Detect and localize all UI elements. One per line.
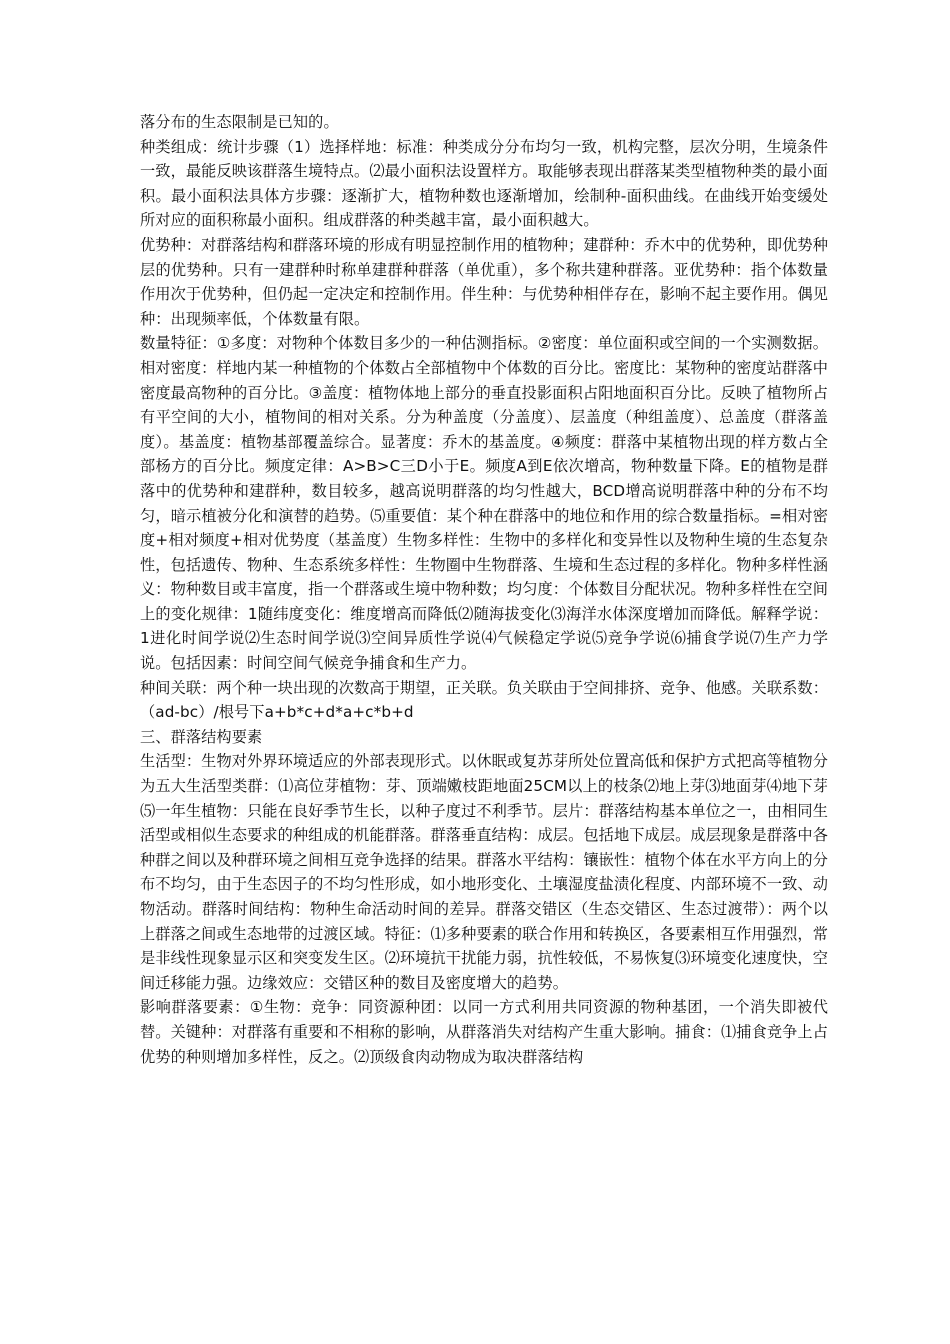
paragraph-species-composition: 种类组成：统计步骤（1）选择样地：标准：种类成分分布均匀一致，机构完整，层次分明，生境条件一致，最能反映该群落生境特点。⑵最小面积法设置样方。取能够表现出群落某类型植物种类的最小面积。最小面积法具体方步骤：逐渐扩大，植物种数也逐渐增加，绘制种-面积曲线。在曲线开始变缓处所对应的面积称最小面积。组成群落的种类越丰富，最小面积越大。 — [140, 137, 828, 230]
paragraph-continuation: 落分布的生态限制是已知的。 — [140, 113, 339, 131]
paragraph-dominant-species: 优势种：对群落结构和群落环境的形成有明显控制作用的植物种；建群种：乔木中的优势种，即优势种层的优势种。只有一建群种时称单建群种群落（单优重），多个称共建种群落。亚优势种：指个体数量作用次于优势种，但仍起一定决定和控制作用。伴生种：与优势种相伴存在，影响不起主要作用。偶见种：出现频率低，个体数量有限。 — [140, 235, 828, 328]
paragraph-interspecific-association: 种间关联：两个种一块出现的次数高于期望，正关联。负关联由于空间排挤、竞争、他感。关联系数：（ad-bc）/根号下a+b*c+d*a+c*b+d — [140, 678, 828, 722]
document-body — [140, 110, 828, 1069]
paragraph-community-factors: 影响群落要素：①生物：竞争：同资源种团：以同一方式利用共同资源的物种基团，一个消失即被代替。关键种：对群落有重要和不相称的影响，从群落消失对结构产生重大影响。捕食：⑴捕食竞争上占优势的种则增加多样性，反之。⑵顶级食肉动物成为取决群落结构 — [140, 998, 828, 1066]
paragraph-life-form: 生活型：生物对外界环境适应的外部表现形式。以休眠或复苏芽所处位置高低和保护方式把高等植物分为五大生活型类群：⑴高位芽植物：芽、顶端嫩枝距地面25CM以上的枝条⑵地上芽⑶地面芽⑷地下芽⑸一年生植物：只能在良好季节生长，以种子度过不利季节。层片：群落结构基本单位之一，由相同生活型或相似生态要求的种组成的机能群落。群落垂直结构：成层。包括地下成层。成层现象是群落中各种群之间以及种群环境之间相互竞争选择的结果。群落水平结构：镶嵌性：植物个体在水平方向上的分布不均匀，由于生态因子的不均匀性形成，如小地形变化、土壤湿度盐渍化程度、内部环境不一致、动物活动。群落时间结构：物种生命活动时间的差异。群落交错区（生态交错区、生态过渡带）：两个以上群落之间或生态地带的过渡区域。特征：⑴多种要素的联合作用和转换区，各要素相互作用强烈，常是非线性现象显示区和突变发生区。⑵环境抗干扰能力弱，抗性较低，不易恢复⑶环境变化速度快，空间迁移能力强。边缘效应：交错区种的数目及密度增大的趋势。 — [140, 752, 828, 992]
section-heading: 三、群落结构要素 — [140, 727, 263, 746]
paragraph-quantitative-features: 数量特征：①多度：对物种个体数目多少的一种估测指标。②密度：单位面积或空间的一个实测数据。相对密度：样地内某一种植物的个体数占全部植物中个体数的百分比。密度比：某物种的密度站群落中密度最高物种的百分比。③盖度：植物体地上部分的垂直投影面积占阳地面积百分比。反映了植物所占有平空间的大小，植物间的相对关系。分为种盖度（分盖度）、层盖度（种组盖度）、总盖度（群落盖度）。基盖度：植物基部覆盖综合。显著度：乔木的基盖度。④频度：群落中某植物出现的样方数占全部杨方的百分比。频度定律：A>B>C三D小于E。频度A到E依次增高，物种数量下降。E的植物是群落中的优势种和建群种，数目较多，越高说明群落的均匀性越大，BCD增高说明群落中种的分布不均匀，暗示植被分化和演替的趋势。⑸重要值：某个种在群落中的地位和作用的综合数量指标。=相对密度+相对频度+相对优势度（基盖度）生物多样性：生物中的多样化和变异性以及物种生境的生态复杂性，包括遗传、物种、生态系统多样性：生物圈中生物群落、生境和生态过程的多样化。物种多样性涵义：物种数目或丰富度，指一个群落或生境中物种数；均匀度：个体数目分配状况。物种多样性在空间上的变化规律：1随纬度变化：维度增高而降低⑵随海拔变化⑶海洋水体深度增加而降低。解释学说：1进化时间学说⑵生态时间学说⑶空间异质性学说⑷气候稳定学说⑸竞争学说⑹捕食学说⑺生产力学说。包括因素：时间空间气候竞争捕食和生产力。 — [140, 334, 828, 673]
